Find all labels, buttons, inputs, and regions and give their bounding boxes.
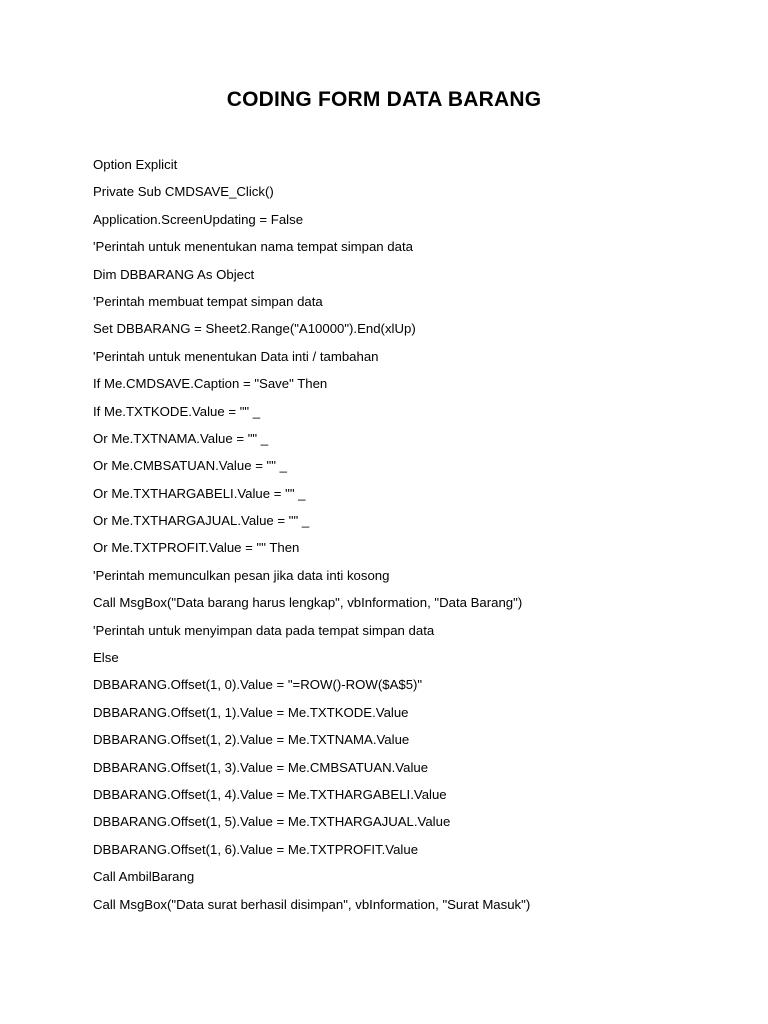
code-line: Or Me.CMBSATUAN.Value = "" _ (93, 458, 287, 474)
code-line: DBBARANG.Offset(1, 1).Value = Me.TXTKODE.Value (93, 704, 409, 720)
code-line: Or Me.TXTPROFIT.Value = "" Then (93, 540, 300, 556)
code-line: 'Perintah untuk menentukan Data inti / tambahan (93, 348, 379, 364)
code-line: 'Perintah memunculkan pesan jika data inti kosong (93, 567, 390, 583)
code-line: If Me.TXTKODE.Value = "" _ (93, 403, 261, 419)
code-listing (93, 156, 530, 923)
code-line: Dim DBBARANG As Object (93, 266, 255, 282)
code-line: Option Explicit (93, 157, 178, 172)
code-line: Call MsgBox("Data barang harus lengkap", vbInformation, "Data Barang") (93, 595, 523, 611)
code-line: Set DBBARANG = Sheet2.Range("A10000").End(xlUp) (93, 321, 416, 337)
code-line: Else (93, 650, 119, 666)
code-line: DBBARANG.Offset(1, 2).Value = Me.TXTNAMA.Value (93, 732, 410, 748)
code-line: DBBARANG.Offset(1, 3).Value = Me.CMBSATUAN.Value (93, 759, 429, 775)
code-line: Call MsgBox("Data surat berhasil disimpan", vbInformation, "Surat Masuk") (93, 896, 531, 912)
document-title: CODING FORM DATA BARANG (226, 88, 542, 111)
code-line: Private Sub CMDSAVE_Click() (93, 184, 274, 200)
code-line: 'Perintah untuk menentukan nama tempat simpan data (93, 239, 413, 255)
code-line: DBBARANG.Offset(1, 5).Value = Me.TXTHARGAJUAL.Value (93, 814, 451, 830)
code-line: Call AmbilBarang (93, 869, 195, 885)
code-line: DBBARANG.Offset(1, 0).Value = "=ROW()-ROW($A$5)" (93, 677, 423, 693)
code-line: Or Me.TXTHARGAJUAL.Value = "" _ (93, 513, 310, 529)
code-line: 'Perintah untuk menyimpan data pada tempat simpan data (93, 622, 435, 638)
code-line: DBBARANG.Offset(1, 6).Value = Me.TXTPROFIT.Value (93, 841, 419, 857)
code-line: Or Me.TXTHARGABELI.Value = "" _ (93, 485, 306, 501)
code-line: Application.ScreenUpdating = False (93, 211, 304, 227)
code-line: If Me.CMDSAVE.Caption = "Save" Then (93, 376, 328, 392)
code-line: Or Me.TXTNAMA.Value = "" _ (93, 430, 269, 446)
code-line: 'Perintah membuat tempat simpan data (93, 293, 323, 309)
code-line: DBBARANG.Offset(1, 4).Value = Me.TXTHARGABELI.Value (93, 786, 447, 802)
